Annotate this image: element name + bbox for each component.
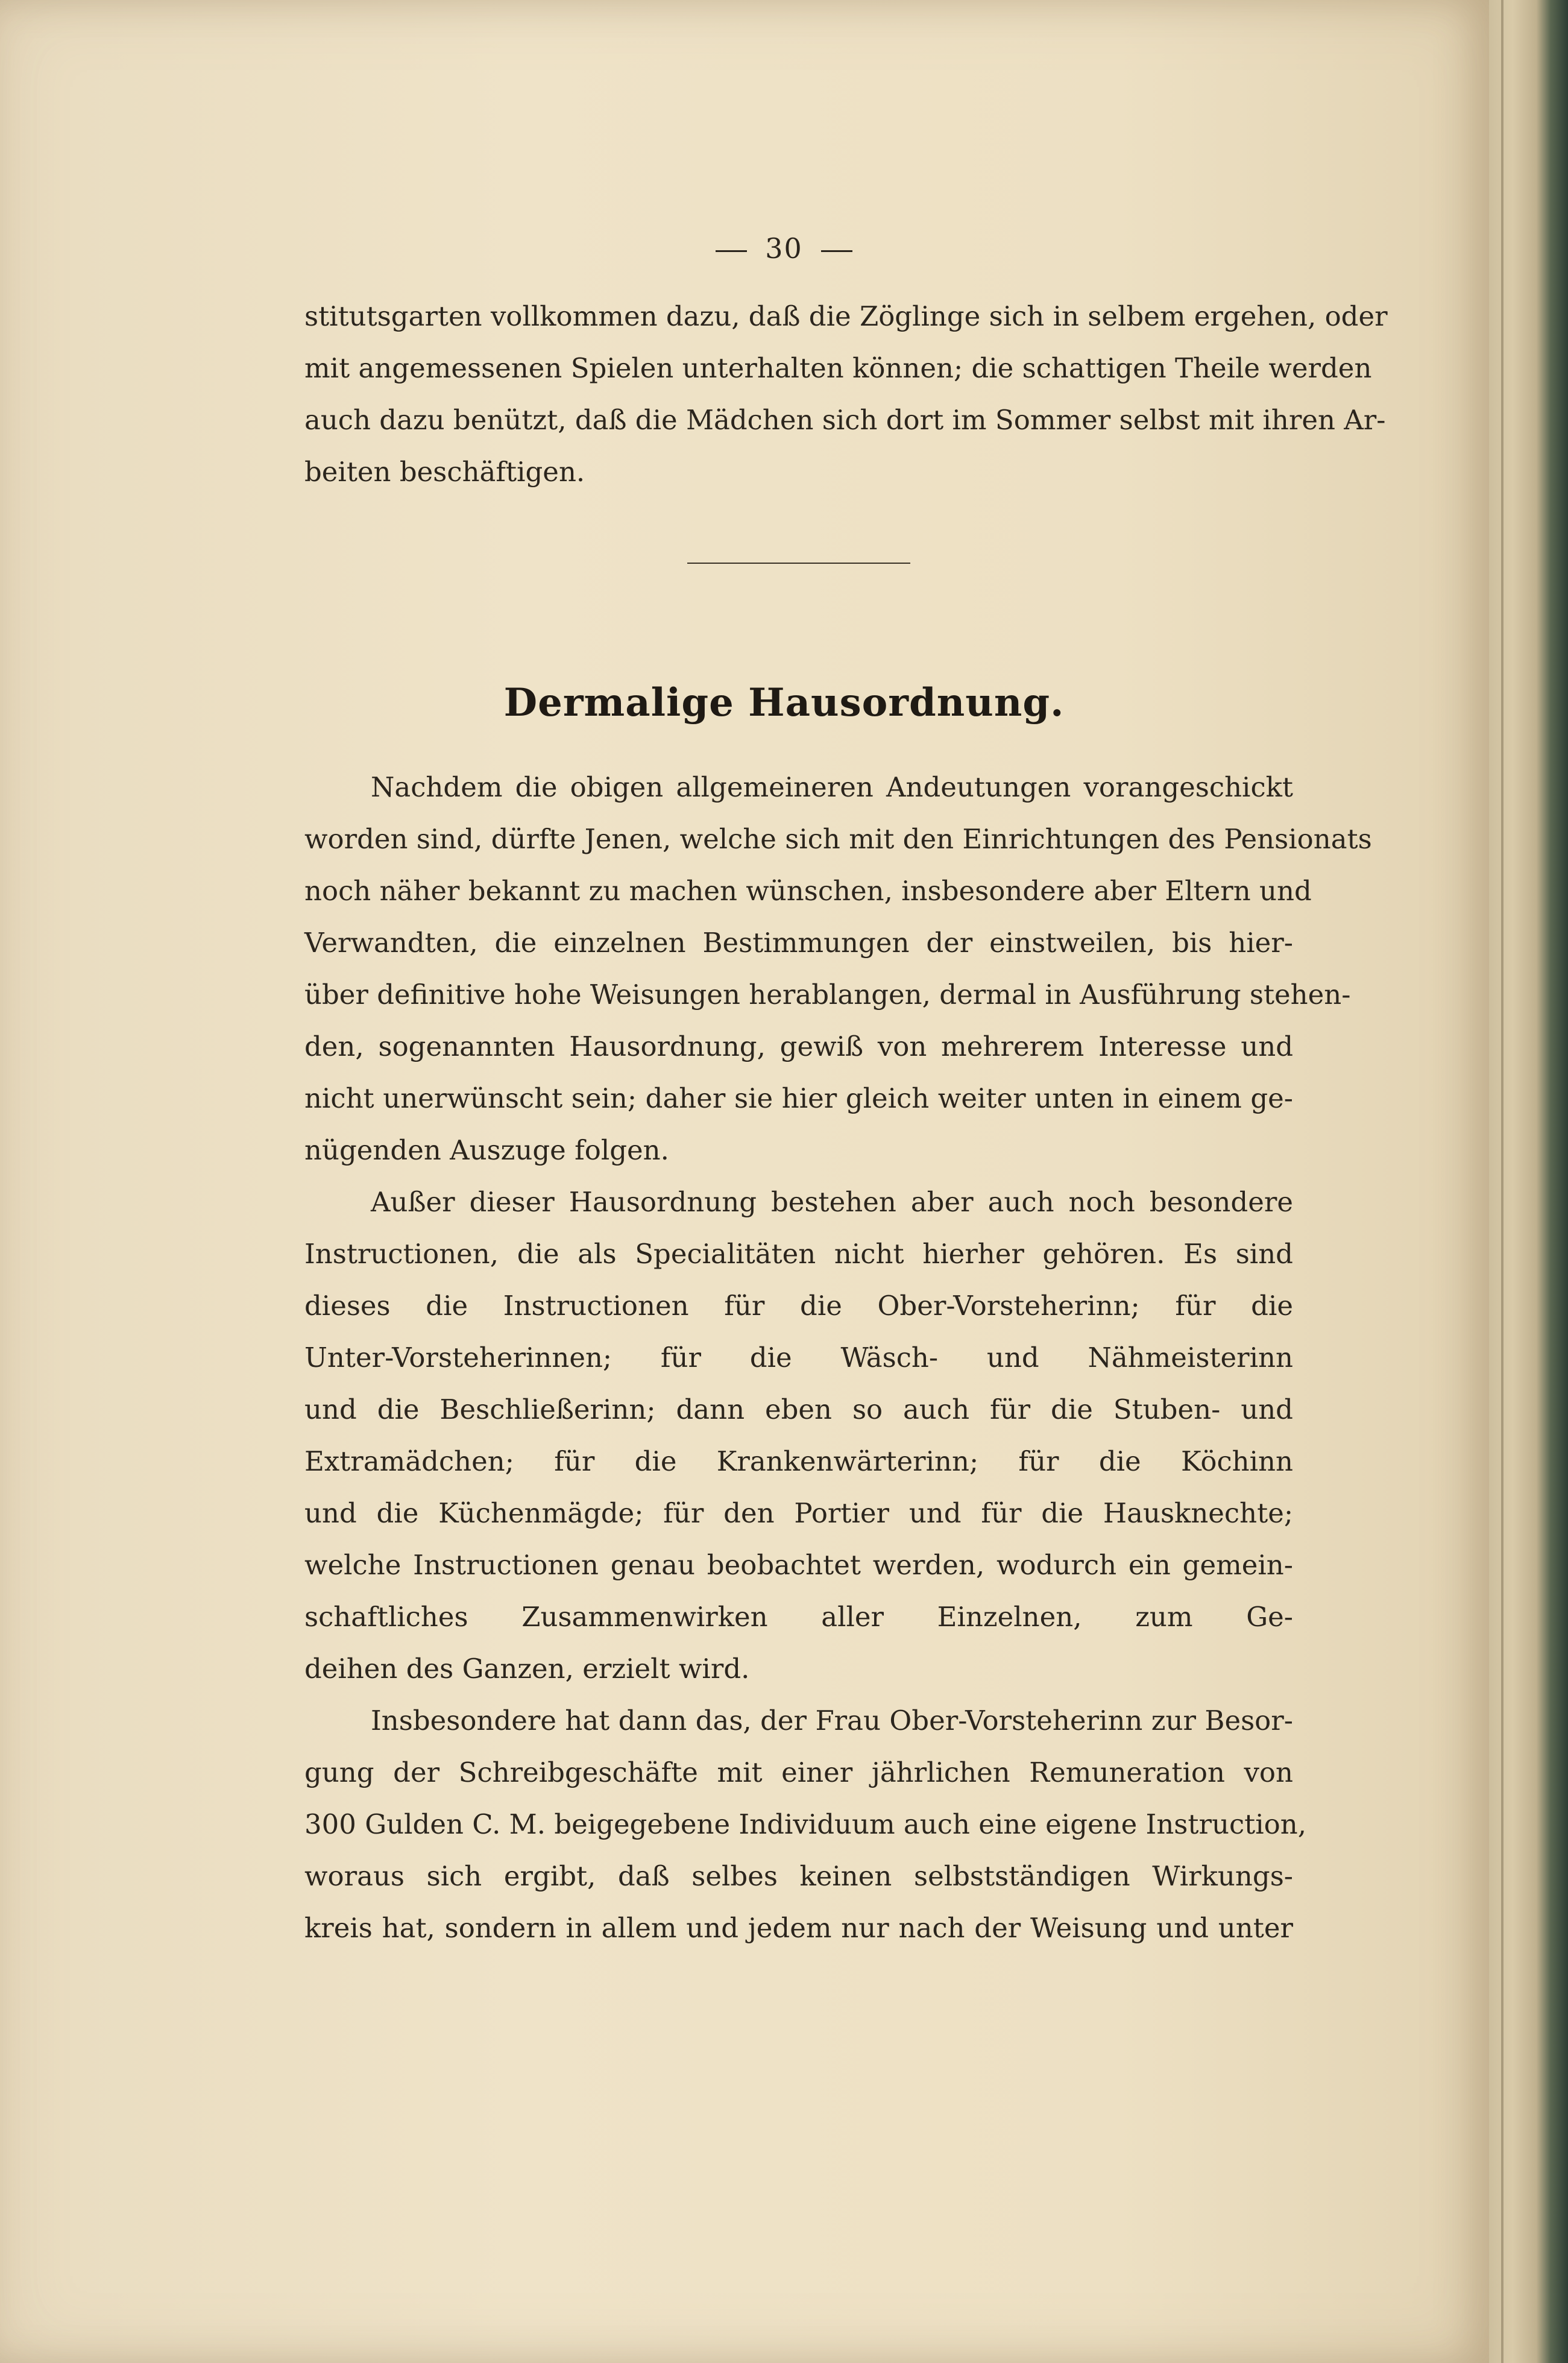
- text-line: Verwandten, die einzelnen Bestimmungen der einstweilen, bis hier-: [304, 927, 1293, 959]
- text-line: beiten beschäftigen.: [304, 456, 585, 488]
- text-line: gung der Schreibgeschäfte mit einer jährlichen Remuneration von: [304, 1756, 1293, 1788]
- text-line: nicht unerwünscht sein; daher sie hier gleich weiter unten in einem ge-: [304, 1082, 1293, 1114]
- section-divider: [687, 563, 910, 564]
- text-line: und die Beschließerinn; dann eben so auch für die Stuben- und: [304, 1393, 1293, 1425]
- page-number-value: 30: [765, 232, 803, 265]
- text-line: Nachdem die obigen allgemeineren Andeutungen vorangeschickt: [371, 771, 1293, 803]
- text-line: kreis hat, sondern in allem und jedem nur nach der Weisung und unter: [304, 1912, 1293, 1944]
- text-line: Insbesondere hat dann das, der Frau Ober-Vorsteherinn zur Besor-: [371, 1705, 1293, 1737]
- text-line: Extramädchen; für die Krankenwärterinn; für die Köchinn: [304, 1445, 1293, 1477]
- intro-paragraph: [304, 291, 1388, 498]
- text-line: den, sogenannten Hausordnung, gewiß von mehrerem Interesse und: [304, 1030, 1293, 1062]
- text-line: dieses die Instructionen für die Ober-Vorsteherinn; für die: [304, 1290, 1293, 1322]
- text-line: und die Küchenmägde; für den Portier und für die Hausknechte;: [304, 1497, 1293, 1529]
- text-line: mit angemessenen Spielen unterhalten können; die schattigen Theile werden: [304, 352, 1372, 384]
- page-number: [0, 232, 1568, 265]
- text-line: Unter-Vorsteherinnen; für die Wäsch- und Nähmeisterinn: [304, 1342, 1293, 1374]
- text-line: über definitive hohe Weisungen herablangen, dermal in Ausführung stehen-: [304, 979, 1351, 1011]
- text-line: schaftliches Zusammenwirken aller Einzelnen, zum Ge-: [304, 1601, 1293, 1633]
- page-edge: [1489, 0, 1568, 2363]
- text-line: woraus sich ergibt, daß selbes keinen selbstständigen Wirkungs-: [304, 1860, 1293, 1892]
- text-line: auch dazu benützt, daß die Mädchen sich dort im Sommer selbst mit ihren Ar-: [304, 404, 1386, 436]
- text-line: 300 Gulden C. M. beigegebene Individuum auch eine eigene Instruction,: [304, 1808, 1307, 1840]
- text-line: Instructionen, die als Specialitäten nicht hierher gehören. Es sind: [304, 1238, 1293, 1270]
- text-line: welche Instructionen genau beobachtet werden, wodurch ein gemein-: [304, 1549, 1293, 1581]
- text-line: worden sind, dürfte Jenen, welche sich mit den Einrichtungen des Pensionats: [304, 823, 1372, 855]
- page-number-dash-left: [716, 250, 747, 252]
- page-fold: [1501, 0, 1503, 2363]
- text-line: Außer dieser Hausordnung bestehen aber auch noch besondere: [371, 1186, 1293, 1218]
- text-line: stitutsgarten vollkommen dazu, daß die Zöglinge sich in selbem ergehen, oder: [304, 300, 1388, 332]
- page-number-dash-right: [821, 250, 852, 252]
- section-heading: Dermalige Hausordnung.: [503, 680, 1065, 725]
- body-text: [304, 762, 1372, 1954]
- text-line: noch näher bekannt zu machen wünschen, insbesondere aber Eltern und: [304, 875, 1312, 907]
- text-line: deihen des Ganzen, erzielt wird.: [304, 1653, 750, 1685]
- text-line: nügenden Auszuge folgen.: [304, 1134, 669, 1166]
